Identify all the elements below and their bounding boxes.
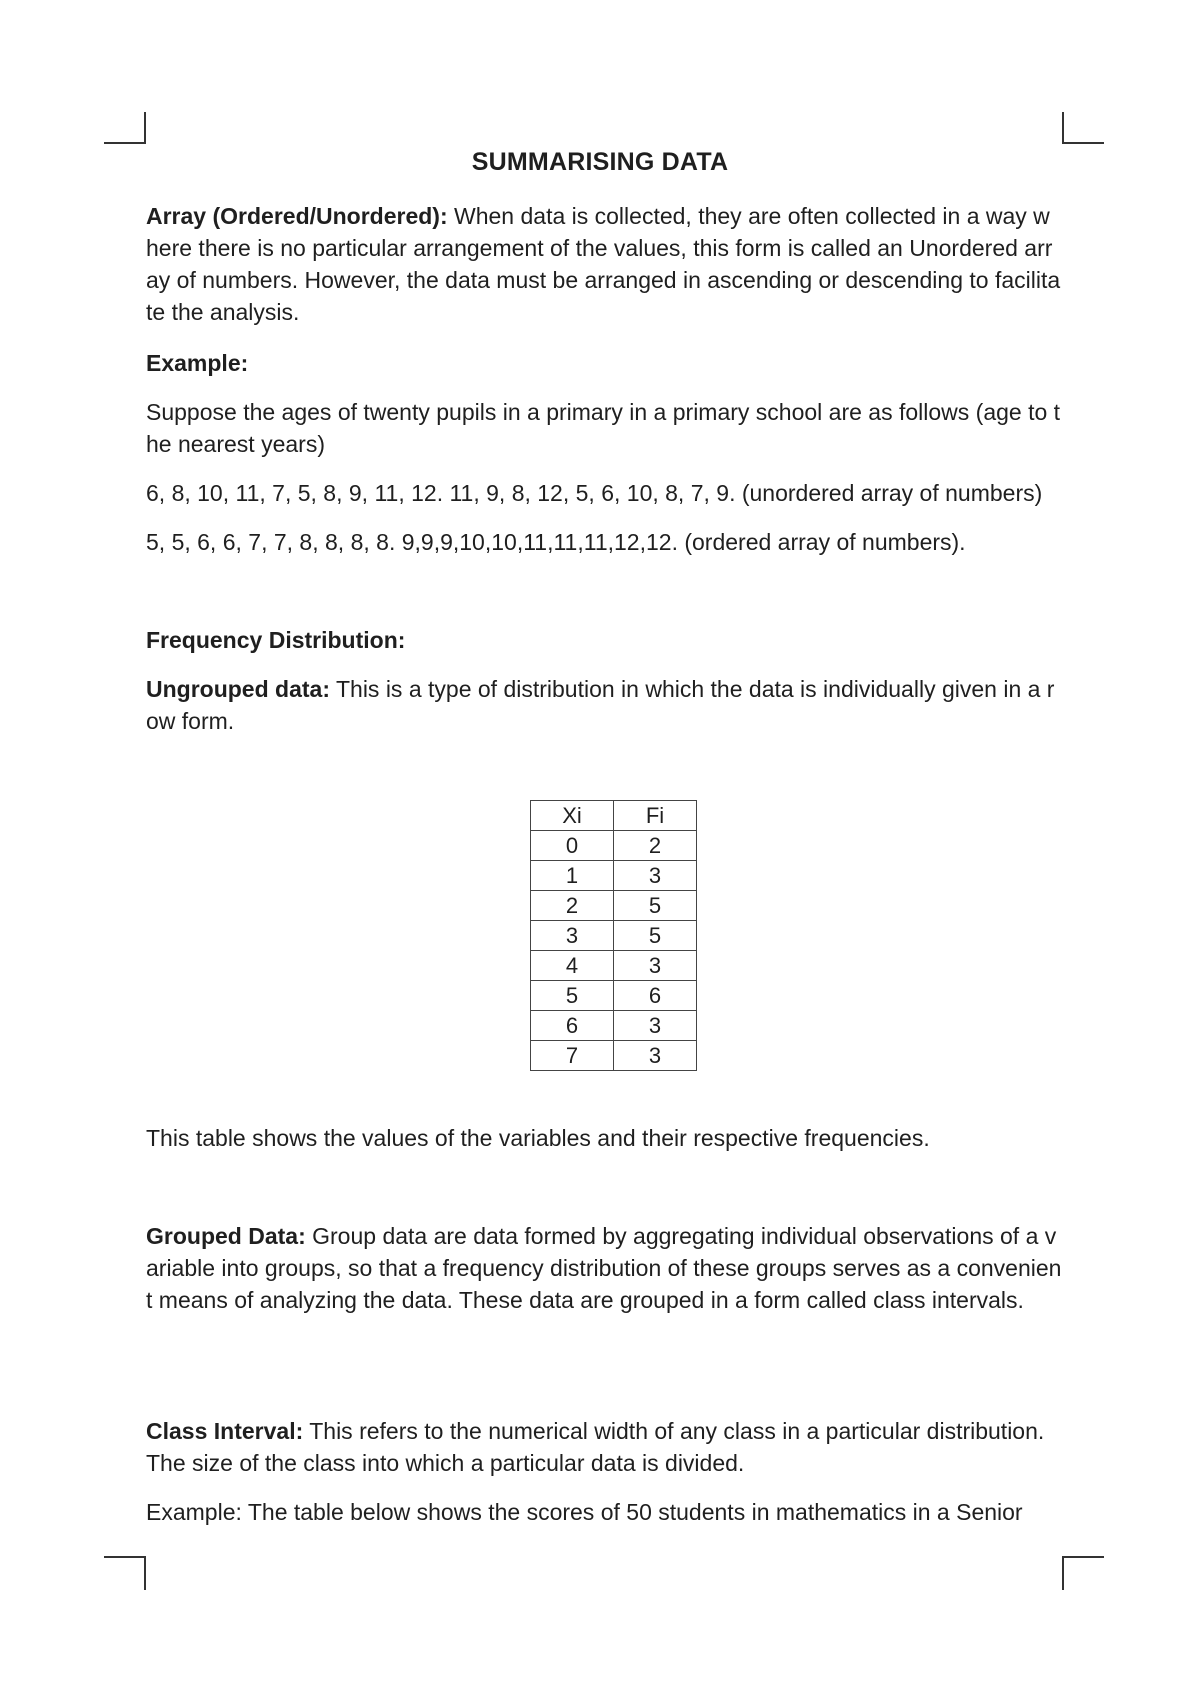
grouped-term: Grouped Data:	[146, 1223, 306, 1249]
cell-xi: 7	[531, 1041, 614, 1071]
cell-fi: 5	[614, 921, 697, 951]
cell-xi: 0	[531, 831, 614, 861]
cell-xi: 4	[531, 951, 614, 981]
ungrouped-term: Ungrouped data:	[146, 676, 330, 702]
crop-mark-top-left	[104, 112, 146, 144]
crop-mark-top-right	[1062, 112, 1104, 144]
class-interval-paragraph	[146, 1415, 1062, 1479]
example-heading: Example:	[146, 350, 249, 376]
cell-fi: 5	[614, 891, 697, 921]
cell-fi: 2	[614, 831, 697, 861]
table-row	[531, 981, 697, 1011]
class-interval-term: Class Interval:	[146, 1418, 304, 1444]
cell-xi: 3	[531, 921, 614, 951]
table-row	[531, 891, 697, 921]
header-fi: Fi	[614, 801, 697, 831]
grouped-text: Group data are data formed by aggregating individual observations of a variable into groups, so that a frequency distribution of these groups serves as a convenient means of analyzing the data. These data are grouped in a form called class intervals.	[146, 1223, 1062, 1313]
cell-fi: 3	[614, 861, 697, 891]
table-row	[531, 951, 697, 981]
page-title: SUMMARISING DATA	[471, 148, 729, 176]
cell-fi: 3	[614, 1041, 697, 1071]
grouped-paragraph	[146, 1220, 1062, 1316]
example-intro: Suppose the ages of twenty pupils in a primary in a primary school are as follows (age to the nearest years)	[146, 399, 1061, 457]
header-xi: Xi	[531, 801, 614, 831]
crop-mark-bottom-left	[104, 1556, 146, 1590]
array-term: Array (Ordered/Unordered):	[146, 203, 448, 229]
table-row	[531, 1011, 697, 1041]
crop-mark-bottom-right	[1062, 1556, 1104, 1590]
frequency-distribution-heading: Frequency Distribution:	[146, 627, 406, 653]
table-row	[531, 861, 697, 891]
array-paragraph	[146, 200, 1062, 328]
cell-fi: 3	[614, 1011, 697, 1041]
cell-xi: 6	[531, 1011, 614, 1041]
table-row	[531, 921, 697, 951]
frequency-table	[530, 800, 697, 1071]
unordered-array: 6, 8, 10, 11, 7, 5, 8, 9, 11, 12. 11, 9, 8, 12, 5, 6, 10, 8, 7, 9. (unordered array of numbers)	[146, 480, 1043, 506]
final-example: Example: The table below shows the scores of 50 students in mathematics in a Senior	[146, 1499, 1023, 1525]
table-caption: This table shows the values of the variables and their respective frequencies.	[146, 1125, 930, 1151]
cell-fi: 3	[614, 951, 697, 981]
cell-fi: 6	[614, 981, 697, 1011]
array-text: When data is collected, they are often collected in a way where there is no particular arrangement of the values, this form is called an Unordered array of numbers. However, the data must be arranged in ascending or descending to facilitate the analysis.	[146, 203, 1061, 325]
cell-xi: 5	[531, 981, 614, 1011]
class-interval-text: This refers to the numerical width of any class in a particular distribution. The size of the class into which a particular data is divided.	[146, 1418, 1045, 1476]
ungrouped-text: This is a type of distribution in which the data is individually given in a row form.	[146, 676, 1055, 734]
cell-xi: 1	[531, 861, 614, 891]
cell-xi: 2	[531, 891, 614, 921]
table-row	[531, 831, 697, 861]
ungrouped-paragraph	[146, 673, 1062, 737]
table-row	[531, 1041, 697, 1071]
ordered-array: 5, 5, 6, 6, 7, 7, 8, 8, 8, 8. 9,9,9,10,10,11,11,11,12,12. (ordered array of numbers).	[146, 529, 966, 555]
table-header-row	[531, 801, 697, 831]
